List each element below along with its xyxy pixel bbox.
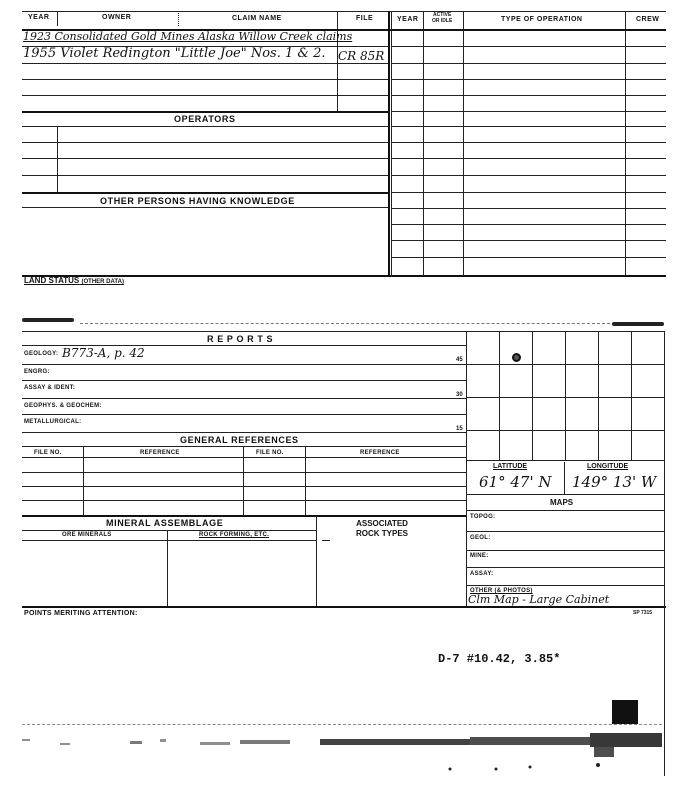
topog-label: TOPOG: bbox=[470, 514, 496, 520]
rock-types-label: ROCK TYPES bbox=[356, 529, 409, 538]
operators-heading: OPERATORS bbox=[174, 114, 236, 124]
ref-col-reference-1: REFERENCE bbox=[140, 450, 180, 456]
mineral-assemblage-heading: MINERAL ASSEMBLAGE bbox=[106, 518, 224, 528]
other-maps-value: Clm Map - Large Cabinet bbox=[468, 593, 610, 606]
header-year: YEAR bbox=[28, 14, 50, 21]
header-owner: OWNER bbox=[102, 14, 132, 21]
maps-heading: MAPS bbox=[550, 498, 574, 507]
land-status-heading bbox=[24, 276, 124, 285]
scan-noise-band bbox=[0, 725, 678, 785]
associated-rock-types-heading bbox=[356, 519, 408, 539]
other-persons-heading: OTHER PERSONS HAVING KNOWLEDGE bbox=[100, 196, 295, 206]
general-references-heading: GENERAL REFERENCES bbox=[180, 435, 299, 445]
claim-entry-1: 1923 Consolidated Gold Mines Alaska Willow Creek claims bbox=[23, 30, 353, 43]
scan-artifact bbox=[22, 318, 74, 322]
longitude-label: LONGITUDE bbox=[587, 463, 629, 470]
geophys-geochem-label: GEOPHYS. & GEOCHEM: bbox=[24, 403, 102, 409]
assay-map-label: ASSAY: bbox=[470, 571, 494, 577]
ore-minerals-label: ORE MINERALS bbox=[62, 532, 112, 538]
header-active-idle bbox=[432, 12, 452, 24]
header-crew: CREW bbox=[636, 16, 660, 23]
location-marker-icon bbox=[512, 353, 521, 362]
form-number: SP 7315 bbox=[633, 610, 653, 616]
ref-col-file-no-1: FILE NO. bbox=[34, 450, 62, 456]
claim-file-2: CR 85R bbox=[338, 49, 385, 63]
metallurgical-label: METALLURGICAL: bbox=[24, 419, 82, 425]
points-meriting-attention-label: POINTS MERITING ATTENTION: bbox=[24, 610, 138, 617]
engrg-label: ENGRG: bbox=[24, 369, 50, 375]
scale-30: 30 bbox=[456, 392, 463, 398]
ref-col-reference-2: REFERENCE bbox=[360, 450, 400, 456]
header-year-right: YEAR bbox=[397, 16, 419, 23]
latitude-value: 61° 47' N bbox=[479, 473, 552, 491]
scale-45: 45 bbox=[456, 357, 463, 363]
header-active-label: ACTIVE bbox=[432, 12, 452, 18]
header-idle-label: OR IDLE bbox=[432, 18, 453, 24]
header-type-of-operation: TYPE OF OPERATION bbox=[501, 16, 583, 23]
other-photos-label: OTHER (& PHOTOS) bbox=[470, 588, 533, 594]
reports-heading: R E P O R T S bbox=[207, 334, 274, 344]
rock-forming-label: ROCK FORMING, ETC. bbox=[199, 532, 270, 538]
ref-col-file-no-2: FILE NO. bbox=[256, 450, 284, 456]
registration-mark bbox=[612, 700, 638, 724]
geology-label: GEOLOGY: bbox=[24, 351, 59, 357]
assay-ident-label: ASSAY & IDENT: bbox=[24, 385, 76, 391]
mine-label: MINE: bbox=[470, 553, 489, 559]
scale-15: 15 bbox=[456, 426, 463, 432]
scan-artifact bbox=[612, 322, 664, 326]
claim-entry-2: 1955 Violet Redington "Little Joe" Nos. 1 & 2. bbox=[23, 46, 326, 61]
geology-value: B773-A, p. 42 bbox=[62, 346, 145, 360]
header-claim-name: CLAIM NAME bbox=[232, 15, 282, 22]
header-file: FILE bbox=[356, 15, 374, 22]
catalog-number: D-7 #10.42, 3.85* bbox=[438, 652, 561, 666]
associated-label: ASSOCIATED bbox=[356, 519, 408, 528]
latitude-label: LATITUDE bbox=[493, 463, 528, 470]
land-status-sublabel: (OTHER DATA) bbox=[81, 279, 124, 285]
land-status-label: LAND STATUS bbox=[24, 276, 80, 285]
geol-label: GEOL: bbox=[470, 535, 491, 541]
longitude-value: 149° 13' W bbox=[572, 473, 657, 491]
